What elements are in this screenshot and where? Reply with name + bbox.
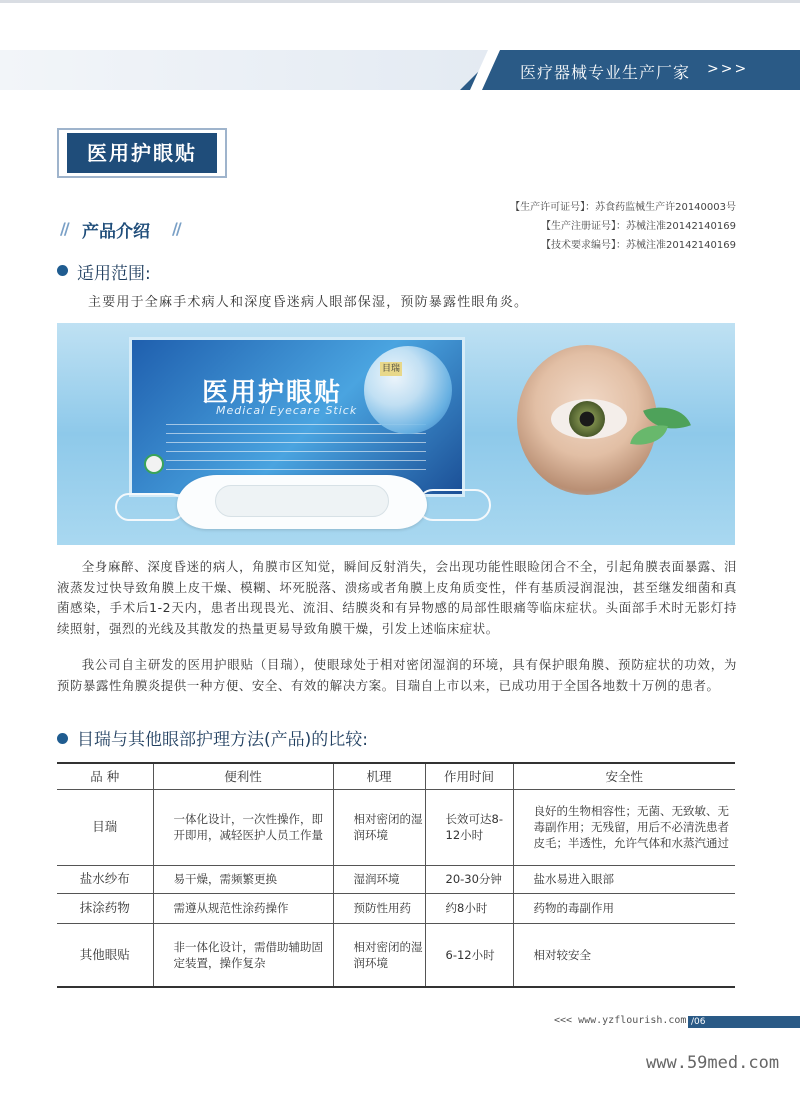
column-header: 品 种 [57,763,153,789]
standard-number: 【技术要求编号】：苏械注准20142140169 [541,240,736,251]
table-cell: 湿润环境 [333,865,425,893]
eye-mask [177,475,427,529]
table-cell: 良好的生物相容性；无菌、无致敏、无毒副作用；无残留，用后不必清洗患者皮毛；半透性，允许气体和水蒸汽通过 [513,789,735,865]
production-license: 【生产许可证号】：苏食药监械生产许20140003号 [510,202,736,213]
scope-text: 主要用于全麻手术病人和深度昏迷病人眼部保湿，预防暴露性眼角炎。 [88,295,529,310]
slash-decoration-icon: // [172,219,180,238]
column-header: 机理 [333,763,425,789]
table-cell: 相对较安全 [513,923,735,987]
mask-strap-right [417,489,491,521]
comparison-table [57,762,735,988]
table-cell: 易干燥，需频繁更换 [153,865,333,893]
eye-image [517,345,657,495]
package-title: 医用护眼贴 [202,378,343,408]
product-photo [57,323,735,545]
table-cell: 盐水易进入眼部 [513,865,735,893]
bullet-icon [57,265,68,276]
table-row [57,865,735,893]
table-row [57,789,735,865]
mask-strap-left [115,493,185,521]
top-strip [0,0,800,3]
table-cell: 预防性用药 [333,893,425,923]
table-cell: 需遵从规范性涂药操作 [153,893,333,923]
table-cell: 相对密闭的湿润环境 [333,923,425,987]
registration-license: 【生产注册证号】：苏械注准20142140169 [541,221,736,232]
table-row [57,893,735,923]
product-package [129,337,465,497]
watermark: www.59med.com [646,1053,780,1073]
chevron-right-icon: >>> [707,61,749,77]
table-cell: 相对密闭的湿润环境 [333,789,425,865]
table-cell: 非一体化设计，需借助辅助固定装置，操作复杂 [153,923,333,987]
column-header: 作用时间 [425,763,513,789]
section-heading: 产品介绍 [82,222,150,242]
seal-icon [144,454,164,474]
company-paragraph: 我公司自主研发的医用护眼贴（目瑞），使眼球处于相对密闭湿润的环境，具有保护眼角膜、预防症状的功效，为预防暴露性角膜炎提供一种方便、安全、有效的解决方案。目瑞自上市以来，已成功用于全国各地数十万例的患者。 [57,657,737,693]
table-row [57,923,735,987]
table-cell: 6-12小时 [425,923,513,987]
table-cell: 长效可达8-12小时 [425,789,513,865]
table-cell: 药物的毒副作用 [513,893,735,923]
table-header-row [57,763,735,789]
header-band-light [0,50,500,90]
column-header: 便利性 [153,763,333,789]
table-cell: 其他眼贴 [57,923,153,987]
comparison-heading: 目瑞与其他眼部护理方法(产品)的比较: [77,730,368,750]
table-cell: 20-30分钟 [425,865,513,893]
scope-heading: 适用范围: [77,264,151,284]
table-cell: 盐水纱布 [57,865,153,893]
slash-decoration-icon: // [60,219,68,238]
page-title: 医用护眼贴 [67,133,217,173]
bullet-icon [57,733,68,744]
table-cell: 抹涂药物 [57,893,153,923]
header-title: 医疗器械专业生产厂家 [520,63,691,82]
package-badge: 目瑞 [381,364,400,374]
intro-paragraph: 全身麻醉、深度昏迷的病人，角膜市区知觉，瞬间反射消失，会出现功能性眼睑闭合不全，引起角膜表面暴露、泪液蒸发过快导致角膜上皮干燥、模糊、坏死脱落、溃疡或者角膜上皮角质变性，伴有基质浸润混浊，甚至继发细菌和真菌感染，手术后1-2天内，患者出现畏光、流泪、结膜炎和有异物感的局部性眼痛等临床症状。头面部手术时无影灯持续照射，强烈的光线及其散发的热量更易导致角膜干燥，引发上述临床症状。 [57,559,737,636]
column-header: 安全性 [513,763,735,789]
table-cell: 目瑞 [57,789,153,865]
iris-icon [569,401,605,437]
page-number: /06 [691,1017,706,1027]
globe-icon [364,346,452,434]
footer-website-link[interactable]: <<< www.yzflourish.com [554,1015,687,1026]
table-cell: 一体化设计，一次性操作，即开即用，减轻医护人员工作量 [153,789,333,865]
table-cell: 约8小时 [425,893,513,923]
package-subtitle: Medical Eyecare Stick [216,404,358,417]
